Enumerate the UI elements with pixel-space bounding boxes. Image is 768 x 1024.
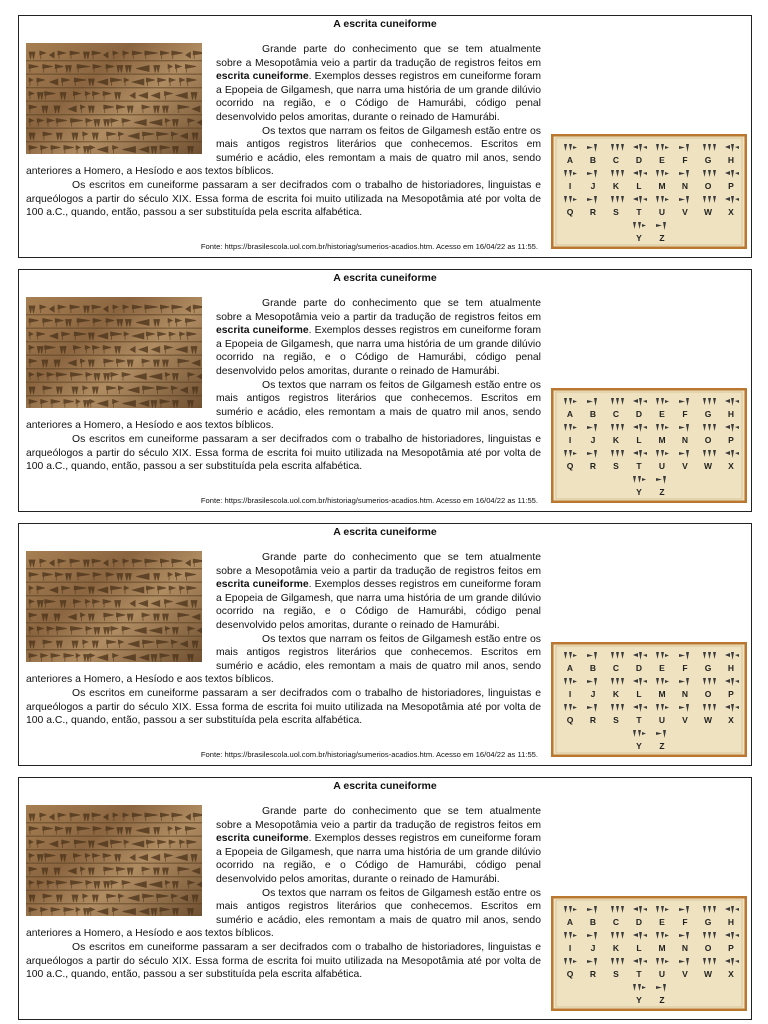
paragraph-1-end: . Exemplos desses registros em cuneiforme foram a Epopeia de Gilgamesh, que narra uma história de um grande dilúvio ocorrido na região, e o Código de Hamurábi, código penal desenvolvido pelos amoritas, durante o reinado de Hamurábi. (216, 71, 541, 123)
alphabet-letter: Z (659, 995, 665, 1005)
paragraph-1-end: . Exemplos desses registros em cuneiforme foram a Epopeia de Gilgamesh, que narra uma história de um grande dilúvio ocorrido na região, e o Código de Hamurábi, código penal desenvolvido pelos amoritas, durante o reinado de Hamurábi. (216, 833, 541, 885)
alphabet-letter: B (589, 663, 597, 673)
alphabet-letter: K (612, 435, 620, 445)
bold-term: escrita cuneiforme (216, 579, 309, 591)
float-spacer (26, 805, 216, 924)
alphabet-letter: W (703, 715, 713, 725)
alphabet-letter: S (613, 207, 619, 217)
alphabet-letter: H (727, 155, 735, 165)
alphabet-letter: J (590, 943, 596, 953)
alphabet-letter: T (636, 715, 642, 725)
alphabet-letter: U (658, 715, 666, 725)
float-spacer (541, 869, 747, 987)
paragraph-1-start: Grande parte do conhecimento que se tem atualmente sobre a Mesopotâmia veio a partir da tradução de registros feitos em (216, 552, 541, 577)
bold-term: escrita cuneiforme (216, 71, 309, 83)
alphabet-letter: E (659, 155, 665, 165)
text-card (18, 523, 752, 766)
card-title: A escrita cuneiforme (333, 780, 437, 792)
alphabet-letter: J (590, 689, 596, 699)
alphabet-letter: A (566, 917, 574, 927)
float-spacer (26, 43, 216, 162)
source-citation: Fonte: https://brasilescola.uol.com.br/historiag/sumerios-acadios.htm. Acesso em 16/04/22 as 11:55. (200, 496, 538, 505)
alphabet-letter: V (682, 461, 688, 471)
alphabet-letter: X (728, 461, 734, 471)
alphabet-letter: T (636, 969, 642, 979)
card-title: A escrita cuneiforme (333, 272, 437, 284)
card-body-text (26, 551, 747, 751)
alphabet-letter: I (568, 943, 572, 953)
alphabet-letter: C (612, 663, 620, 673)
alphabet-letter: L (636, 689, 642, 699)
alphabet-letter: Z (659, 741, 665, 751)
alphabet-letter: F (682, 917, 688, 927)
alphabet-letter: E (659, 663, 665, 673)
alphabet-letter: U (658, 969, 666, 979)
paragraph-3: Os escritos em cuneiforme passaram a ser decifrados com o trabalho de historiadores, linguistas e arqueólogos a partir do século XIX. Essa forma de escrita foi muito utilizada na Mesopotâmia até por volta de 100 a.C., quando, então, passou a ser substituída pela escrita alfabética. (26, 179, 541, 219)
alphabet-letter: W (703, 969, 713, 979)
alphabet-letter: Q (566, 207, 574, 217)
alphabet-letter: D (635, 409, 643, 419)
alphabet-letter: Y (636, 233, 642, 243)
alphabet-letter: P (728, 689, 734, 699)
alphabet-letter: J (590, 435, 596, 445)
alphabet-letter: C (612, 409, 620, 419)
alphabet-letter: Z (659, 487, 665, 497)
float-spacer (541, 107, 747, 225)
bold-term: escrita cuneiforme (216, 833, 309, 845)
float-spacer (541, 615, 747, 733)
alphabet-letter: D (635, 663, 643, 673)
alphabet-letter: I (568, 181, 572, 191)
alphabet-letter: B (589, 409, 597, 419)
alphabet-letter: A (566, 409, 574, 419)
alphabet-letter: F (682, 409, 688, 419)
text-card (18, 777, 752, 1020)
alphabet-letter: N (681, 943, 689, 953)
alphabet-letter: G (704, 155, 712, 165)
alphabet-letter: K (612, 181, 620, 191)
alphabet-letter: P (728, 181, 734, 191)
float-spacer (26, 551, 216, 670)
paragraph-1-end: . Exemplos desses registros em cuneiforme foram a Epopeia de Gilgamesh, que narra uma história de um grande dilúvio ocorrido na região, e o Código de Hamurábi, código penal desenvolvido pelos amoritas, durante o reinado de Hamurábi. (216, 579, 541, 631)
alphabet-letter: C (612, 155, 620, 165)
paragraph-2: Os textos que narram os feitos de Gilgamesh estão entre os mais antigos registros literários que conhecemos. Escritos em sumério e acádio, eles remontam a mais de quatro mil anos, sendo anteriores a Homero, a Hesíodo e aos textos bíblicos. (26, 633, 541, 686)
paragraph-2: Os textos que narram os feitos de Gilgamesh estão entre os mais antigos registros literários que conhecemos. Escritos em sumério e acádio, eles remontam a mais de quatro mil anos, sendo anteriores a Homero, a Hesíodo e aos textos bíblicos. (26, 379, 541, 432)
float-spacer (26, 297, 216, 416)
alphabet-letter: U (658, 461, 666, 471)
alphabet-letter: H (727, 917, 735, 927)
alphabet-letter: E (659, 917, 665, 927)
alphabet-letter: H (727, 409, 735, 419)
alphabet-letter: J (590, 181, 596, 191)
alphabet-letter: V (682, 207, 688, 217)
alphabet-letter: E (659, 409, 665, 419)
alphabet-letter: W (703, 461, 713, 471)
paragraph-1-end: . Exemplos desses registros em cuneiforme foram a Epopeia de Gilgamesh, que narra uma história de um grande dilúvio ocorrido na região, e o Código de Hamurábi, código penal desenvolvido pelos amoritas, durante o reinado de Hamurábi. (216, 325, 541, 377)
alphabet-letter: O (704, 689, 712, 699)
card-body-text (26, 297, 747, 497)
alphabet-letter: F (682, 663, 688, 673)
alphabet-letter: G (704, 663, 712, 673)
alphabet-letter: M (658, 435, 666, 445)
alphabet-letter: M (658, 181, 666, 191)
alphabet-letter: N (681, 181, 689, 191)
alphabet-letter: L (636, 943, 642, 953)
source-citation: Fonte: https://brasilescola.uol.com.br/historiag/sumerios-acadios.htm. Acesso em 16/04/22 as 11:55. (200, 750, 538, 759)
alphabet-letter: M (658, 689, 666, 699)
alphabet-letter: D (635, 917, 643, 927)
card-title: A escrita cuneiforme (333, 18, 437, 30)
paragraph-2: Os textos que narram os feitos de Gilgamesh estão entre os mais antigos registros literários que conhecemos. Escritos em sumério e acádio, eles remontam a mais de quatro mil anos, sendo anteriores a Homero, a Hesíodo e aos textos bíblicos. (26, 887, 541, 940)
float-spacer (541, 361, 747, 479)
alphabet-letter: M (658, 943, 666, 953)
alphabet-letter: K (612, 943, 620, 953)
alphabet-letter: X (728, 715, 734, 725)
alphabet-letter: T (636, 207, 642, 217)
paragraph-3: Os escritos em cuneiforme passaram a ser decifrados com o trabalho de historiadores, linguistas e arqueólogos a partir do século XIX. Essa forma de escrita foi muito utilizada na Mesopotâmia até por volta de 100 a.C., quando, então, passou a ser substituída pela escrita alfabética. (26, 687, 541, 727)
paragraph-2: Os textos que narram os feitos de Gilgamesh estão entre os mais antigos registros literários que conhecemos. Escritos em sumério e acádio, eles remontam a mais de quatro mil anos, sendo anteriores a Homero, a Hesíodo e aos textos bíblicos. (26, 125, 541, 178)
paragraph-1-start: Grande parte do conhecimento que se tem atualmente sobre a Mesopotâmia veio a partir da tradução de registros feitos em (216, 298, 541, 323)
alphabet-letter: N (681, 435, 689, 445)
bold-term: escrita cuneiforme (216, 325, 309, 337)
alphabet-letter: W (703, 207, 713, 217)
alphabet-letter: R (589, 207, 597, 217)
alphabet-letter: Y (636, 741, 642, 751)
alphabet-letter: R (589, 715, 597, 725)
text-card (18, 15, 752, 258)
alphabet-letter: Y (636, 995, 642, 1005)
source-citation: Fonte: https://brasilescola.uol.com.br/historiag/sumerios-acadios.htm. Acesso em 16/04/22 as 11:55. (200, 242, 538, 251)
paragraph-1-start: Grande parte do conhecimento que se tem atualmente sobre a Mesopotâmia veio a partir da tradução de registros feitos em (216, 44, 541, 69)
alphabet-letter: T (636, 461, 642, 471)
paragraph-3: Os escritos em cuneiforme passaram a ser decifrados com o trabalho de historiadores, linguistas e arqueólogos a partir do século XIX. Essa forma de escrita foi muito utilizada na Mesopotâmia até por volta de 100 a.C., quando, então, passou a ser substituída pela escrita alfabética. (26, 433, 541, 473)
alphabet-letter: U (658, 207, 666, 217)
alphabet-letter: V (682, 715, 688, 725)
alphabet-letter: A (566, 155, 574, 165)
paragraph-3: Os escritos em cuneiforme passaram a ser decifrados com o trabalho de historiadores, linguistas e arqueólogos a partir do século XIX. Essa forma de escrita foi muito utilizada na Mesopotâmia até por volta de 100 a.C., quando, então, passou a ser substituída pela escrita alfabética. (26, 941, 541, 981)
alphabet-letter: R (589, 461, 597, 471)
card-body-text (26, 805, 747, 1005)
alphabet-letter: I (568, 435, 572, 445)
alphabet-letter: N (681, 689, 689, 699)
alphabet-letter: Q (566, 461, 574, 471)
alphabet-letter: O (704, 943, 712, 953)
alphabet-letter: G (704, 409, 712, 419)
alphabet-letter: L (636, 181, 642, 191)
alphabet-letter: P (728, 435, 734, 445)
alphabet-letter: S (613, 969, 619, 979)
alphabet-letter: X (728, 207, 734, 217)
alphabet-letter: K (612, 689, 620, 699)
alphabet-letter: P (728, 943, 734, 953)
alphabet-letter: F (682, 155, 688, 165)
card-title: A escrita cuneiforme (333, 526, 437, 538)
alphabet-letter: O (704, 181, 712, 191)
alphabet-letter: Y (636, 487, 642, 497)
alphabet-letter: B (589, 155, 597, 165)
alphabet-letter: X (728, 969, 734, 979)
alphabet-letter: Z (659, 233, 665, 243)
alphabet-letter: O (704, 435, 712, 445)
alphabet-letter: B (589, 917, 597, 927)
alphabet-letter: I (568, 689, 572, 699)
alphabet-letter: A (566, 663, 574, 673)
alphabet-letter: Q (566, 715, 574, 725)
alphabet-letter: S (613, 715, 619, 725)
card-body-text (26, 43, 747, 243)
alphabet-letter: D (635, 155, 643, 165)
text-card (18, 269, 752, 512)
paragraph-1-start: Grande parte do conhecimento que se tem atualmente sobre a Mesopotâmia veio a partir da tradução de registros feitos em (216, 806, 541, 831)
alphabet-letter: H (727, 663, 735, 673)
alphabet-letter: V (682, 969, 688, 979)
alphabet-letter: G (704, 917, 712, 927)
alphabet-letter: C (612, 917, 620, 927)
alphabet-letter: L (636, 435, 642, 445)
alphabet-letter: Q (566, 969, 574, 979)
alphabet-letter: R (589, 969, 597, 979)
alphabet-letter: S (613, 461, 619, 471)
